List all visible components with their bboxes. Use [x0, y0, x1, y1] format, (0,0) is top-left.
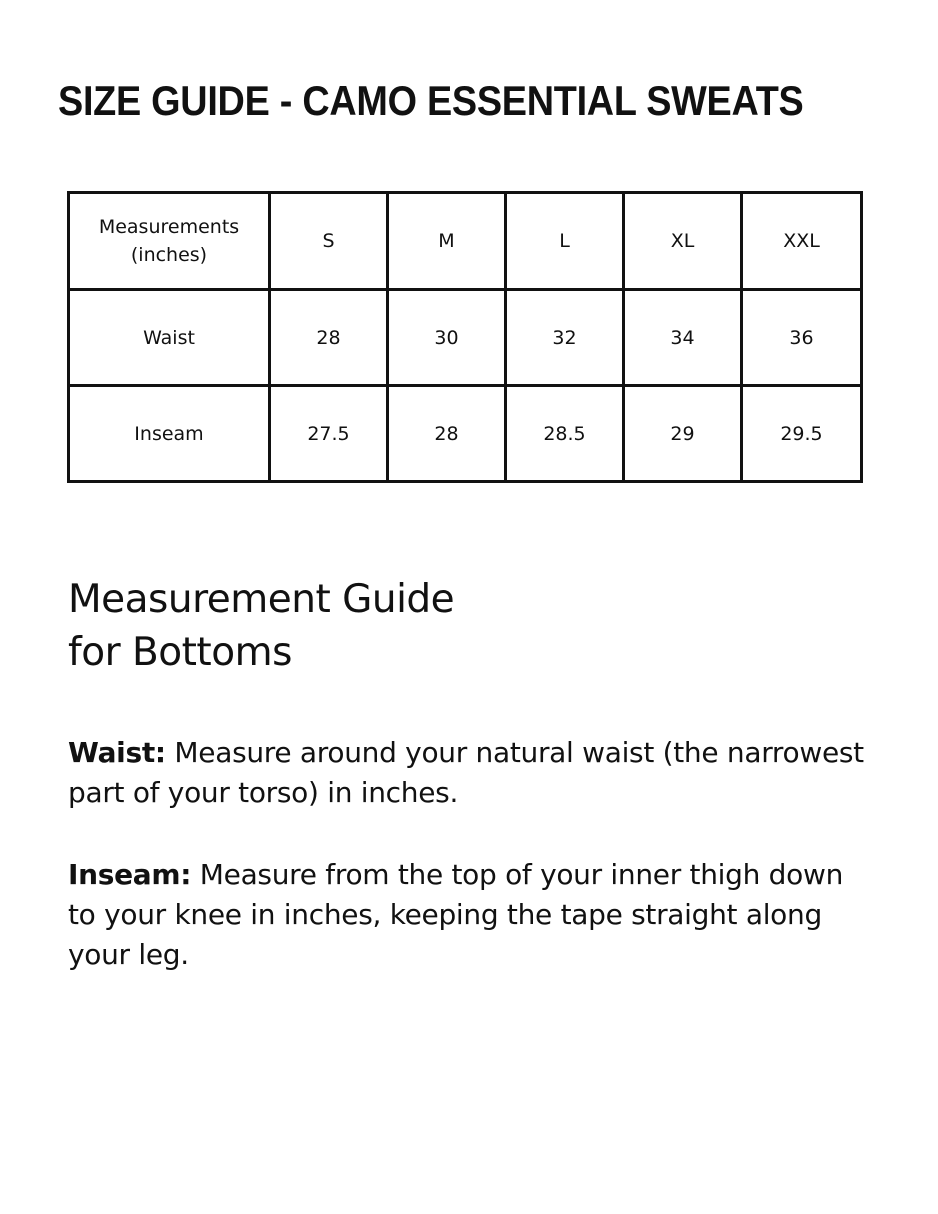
table-cell: 29.5 — [742, 386, 862, 482]
row-label-waist: Waist — [69, 290, 270, 386]
table-cell: 28.5 — [506, 386, 624, 482]
table-cell: 28 — [388, 386, 506, 482]
table-cell: 32 — [506, 290, 624, 386]
waist-label: Waist: — [68, 736, 166, 769]
table-cell: 34 — [624, 290, 742, 386]
table-cell: 29 — [624, 386, 742, 482]
table-cell: 27.5 — [270, 386, 388, 482]
heading-line-2: for Bottoms — [68, 630, 292, 675]
inseam-text: Measure from the top of your inner thigh down to your knee in inches, keeping the tape straight along your leg. — [68, 858, 844, 971]
size-header-l: L — [506, 193, 624, 290]
size-header-xl: XL — [624, 193, 742, 290]
measurement-guide-heading — [68, 573, 454, 679]
row-label-inseam: Inseam — [69, 386, 270, 482]
table-row — [69, 386, 862, 482]
table-header-row — [69, 193, 862, 290]
size-chart-table — [67, 191, 863, 483]
page-title: SIZE GUIDE - CAMO ESSENTIAL SWEATS — [58, 77, 804, 124]
inseam-label: Inseam: — [68, 858, 192, 891]
size-header-xxl: XXL — [742, 193, 862, 290]
table-cell: 30 — [388, 290, 506, 386]
inseam-instructions — [68, 855, 868, 975]
table-cell: 28 — [270, 290, 388, 386]
waist-text: Measure around your natural waist (the narrowest part of your torso) in inches. — [68, 736, 864, 809]
table-row — [69, 290, 862, 386]
heading-line-1: Measurement Guide — [68, 577, 455, 622]
size-header-s: S — [270, 193, 388, 290]
measurements-header: Measurements (inches) — [69, 193, 270, 290]
table-cell: 36 — [742, 290, 862, 386]
size-header-m: M — [388, 193, 506, 290]
waist-instructions — [68, 733, 868, 813]
